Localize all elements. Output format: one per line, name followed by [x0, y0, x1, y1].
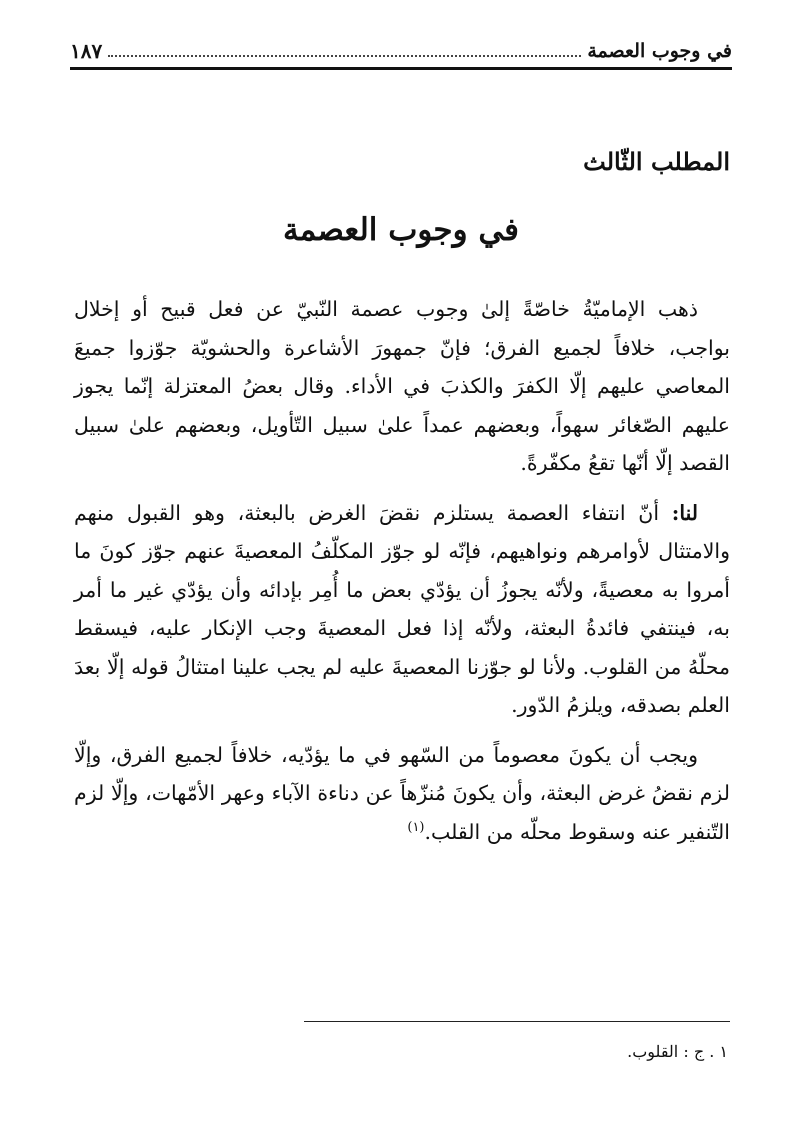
- paragraph-2-lead: لنا:: [671, 500, 698, 525]
- paragraph-1: [74, 290, 730, 483]
- footnote-1: ١ . ج : القلوب.: [627, 1042, 728, 1061]
- paragraph-2-text: أنّ انتفاء العصمة يستلزم نقضَ الغرض بالبعثة، وهو القبول منهم والامتثال لأوامرهم ونواهيهم، فإنّه لو جوّز المكلّفُ المعصيةَ عنهم جوّز كونَ ما أمروا به معصيةً، ولأنّه يجوزُ أن يؤدّي بعض ما أُمِر بإدائه وأن يؤدّي غير ما أمر به، فينتفي فائدةُ البعثة، ولأنّه إذا فعل المعصيةَ وجب الإنكار عليه، فيسقط محلّهُ من القلوب. ولأنا لو جوّزنا المعصيةَ عليه لم يجب علينا امتثالُ قوله إلّا بعدَ العلم بصدقه، ويلزمُ الدّور.: [74, 500, 730, 717]
- dotted-leader: [108, 55, 581, 57]
- page-number: ١٨٧: [70, 39, 103, 63]
- paragraph-1-text: ذهب الإماميّةُ خاصّةً إلىٰ وجوب عصمة النّبيّ عن فعل قبيح أو إخلال بواجب، خلافاً لجميع الفرق؛ فإنّ جمهورَ الأشاعرة والحشويّة جوّزوا جميعَ المعاصي عليهم إلّا الكفرَ والكذبَ في الأداء. وقال بعضُ المعتزلة إنّما يجوز عليهم الصّغائر سهواً، وبعضهم عمداً علىٰ سبيل التّأويل، وبعضهم علىٰ سبيل القصد إلّا أنّها تقعُ مكفّرةً.: [74, 297, 730, 475]
- running-header: [70, 30, 732, 70]
- paragraph-2: [74, 494, 730, 725]
- footnote-divider: [304, 1021, 730, 1022]
- body-text: [74, 290, 730, 851]
- paragraph-3: [74, 736, 730, 852]
- paragraph-3-text: ويجب أن يكونَ معصوماً من السّهو في ما يؤدّيه، خلافاً لجميع الفرق، وإلّا لزم نقضُ غرض البعثة، وأن يكونَ مُنزّهاً عن دناءة الآباء وعهر الأمّهات، وإلّا لزم التّنفير عنه وسقوط محلّه من القلب.: [74, 742, 730, 844]
- section-label: المطلب الثّالث: [583, 147, 730, 176]
- running-title: في وجوب العصمة: [587, 40, 732, 62]
- footnote-reference[interactable]: (١): [407, 819, 425, 835]
- section-title: في وجوب العصمة: [282, 212, 519, 248]
